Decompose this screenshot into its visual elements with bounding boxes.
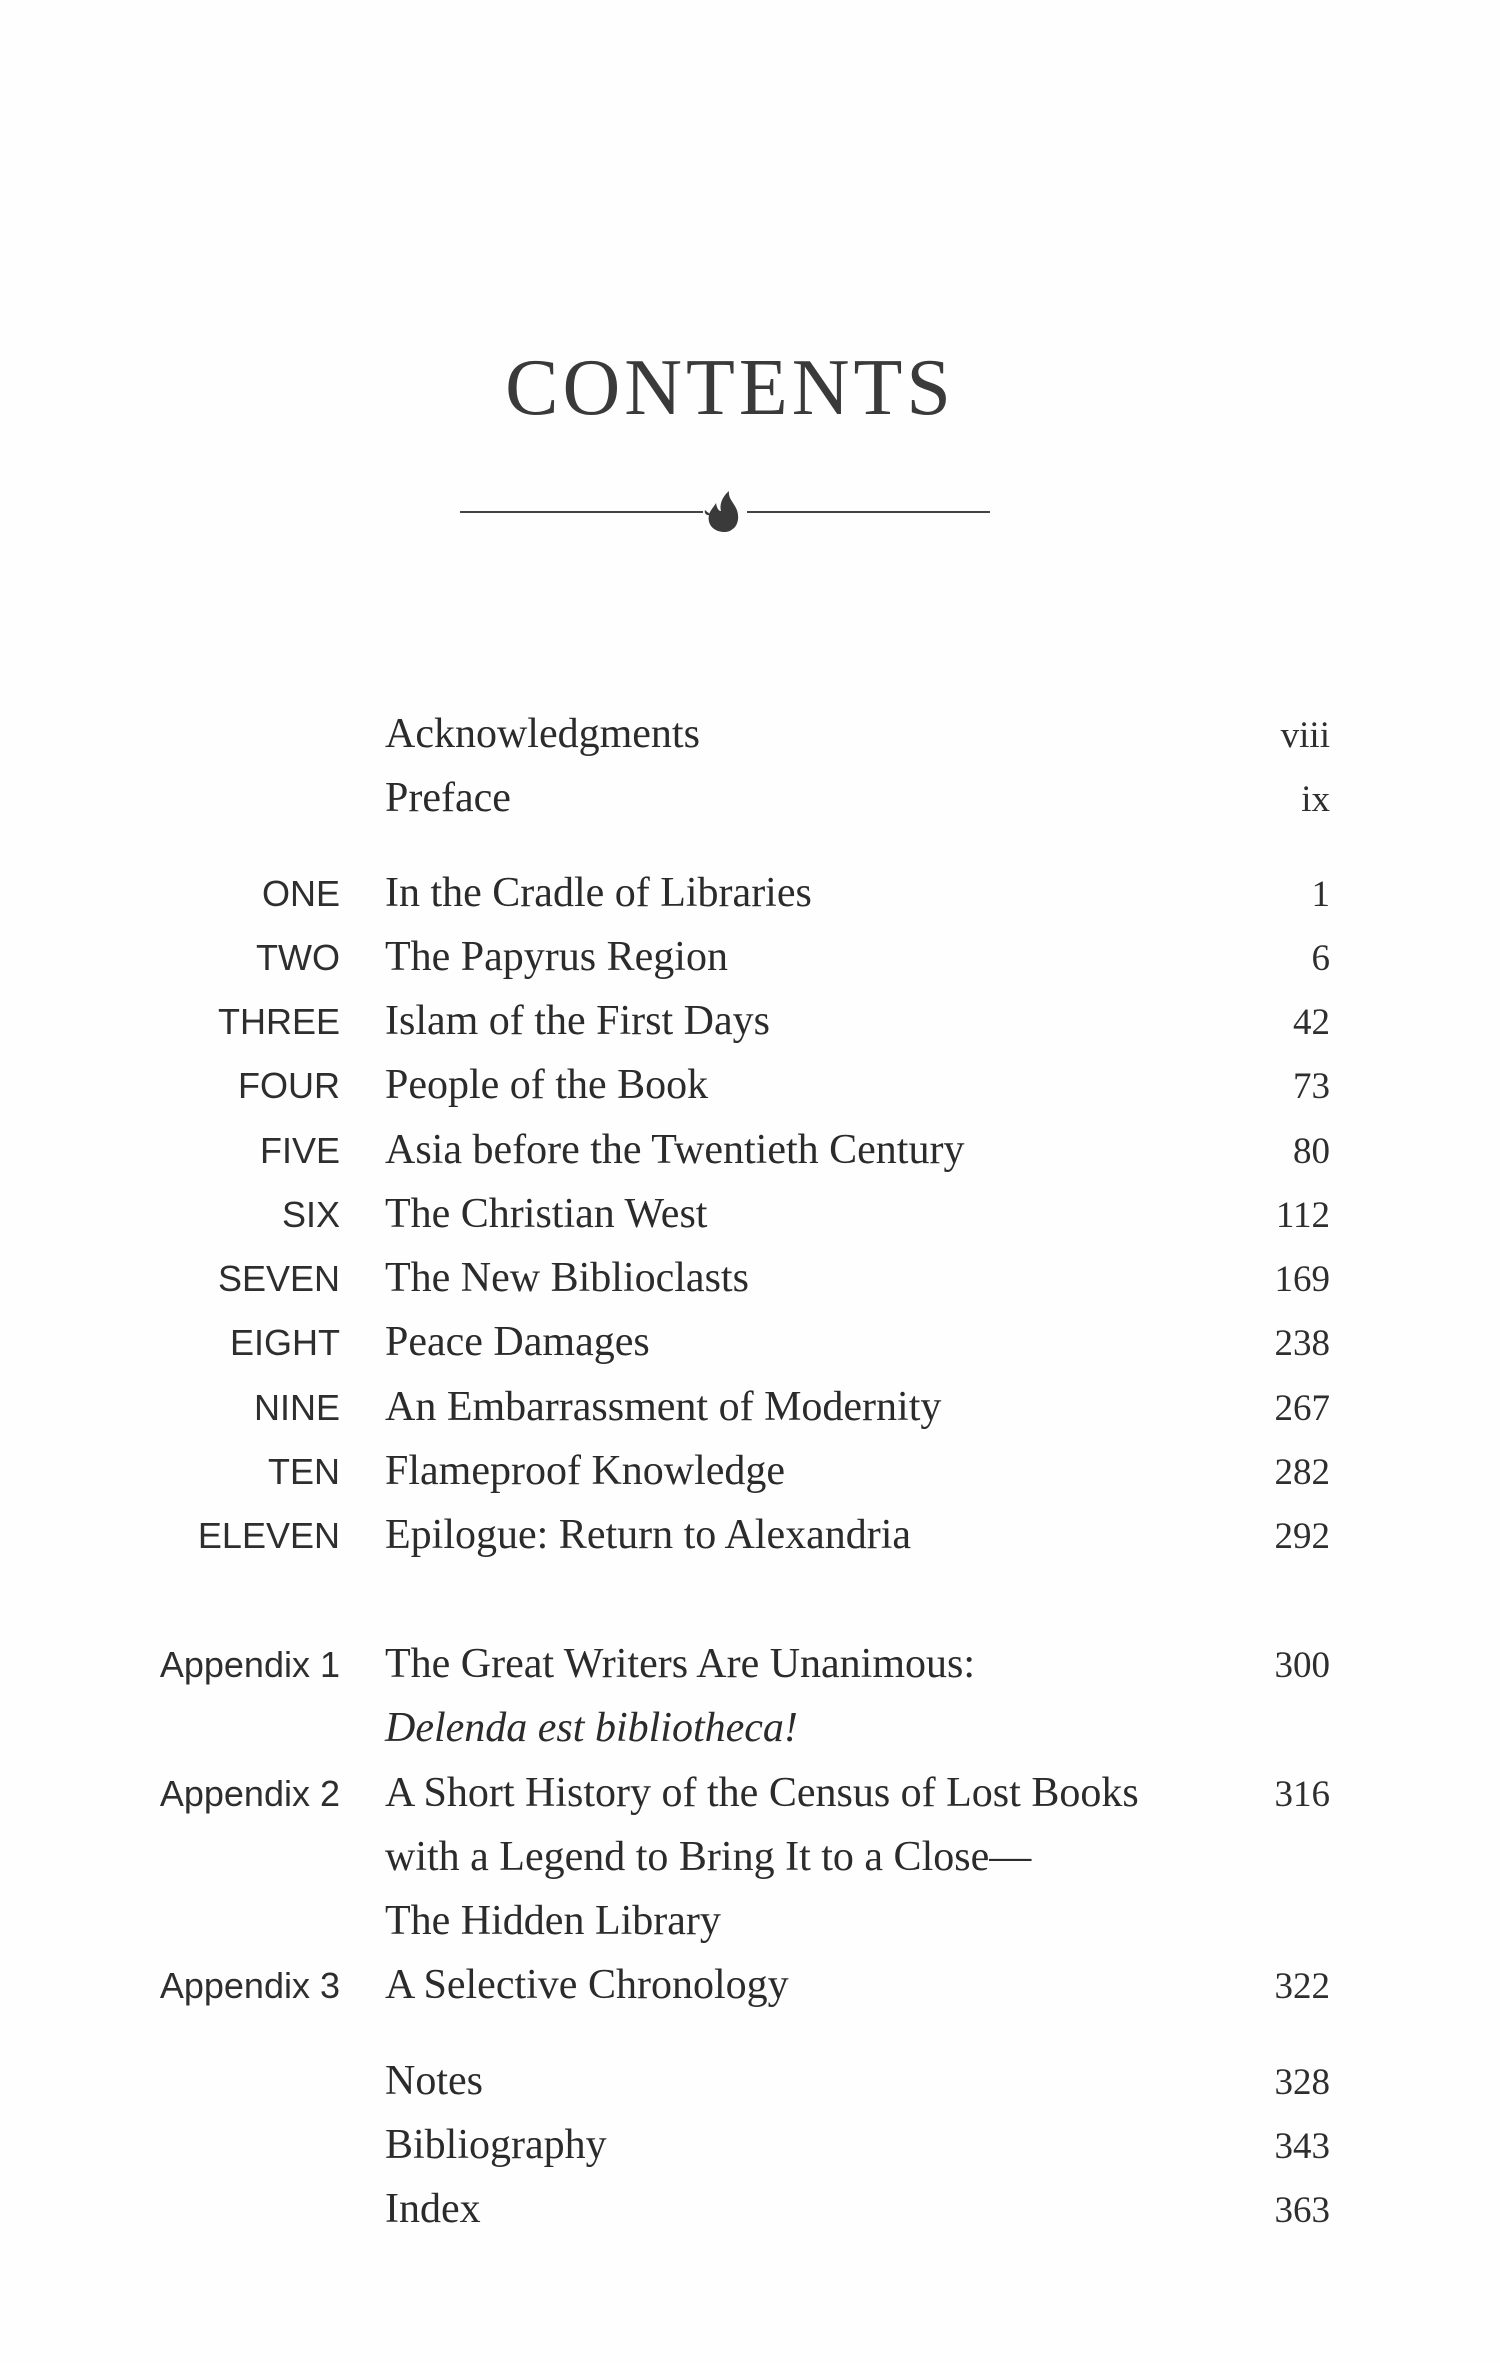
toc-entry-title: Asia before the Twentieth Century bbox=[385, 1127, 965, 1173]
title-ornament bbox=[455, 486, 995, 536]
chapter-label: FIVE bbox=[259, 1130, 340, 1171]
toc-entry-title: Preface bbox=[385, 775, 511, 821]
chapter-label: FOUR bbox=[238, 1065, 340, 1106]
toc-page-number: 80 bbox=[1293, 1131, 1330, 1172]
toc-entry-title-line: The Hidden Library bbox=[385, 1898, 721, 1944]
toc-entry-title: The Christian West bbox=[385, 1191, 708, 1237]
toc-row-chapter-7 bbox=[0, 1254, 1500, 1314]
toc-row-notes bbox=[0, 2057, 1500, 2117]
page-title: CONTENTS bbox=[505, 344, 955, 432]
toc-entry-title: Bibliography bbox=[385, 2122, 607, 2168]
toc-page-number: 1 bbox=[1311, 874, 1330, 915]
toc-row-chapter-10 bbox=[0, 1447, 1500, 1507]
toc-page-number: 363 bbox=[1274, 2190, 1330, 2231]
toc-entry-title: The Papyrus Region bbox=[385, 934, 728, 980]
appendix-label: Appendix 1 bbox=[159, 1644, 340, 1685]
toc-row-appendix-2-continued bbox=[0, 1833, 1500, 1893]
toc-page-number: 322 bbox=[1274, 1966, 1330, 2007]
toc-page-number: 267 bbox=[1274, 1388, 1330, 1429]
chapter-label: NINE bbox=[253, 1387, 340, 1428]
toc-page-number: 316 bbox=[1274, 1774, 1330, 1815]
toc-row-appendix-2 bbox=[0, 1769, 1500, 1829]
chapter-label: SEVEN bbox=[217, 1258, 340, 1299]
toc-page-number: 343 bbox=[1274, 2126, 1330, 2167]
toc-page-number: viii bbox=[1280, 715, 1330, 756]
toc-page-number: 6 bbox=[1311, 938, 1330, 979]
toc-row-index bbox=[0, 2185, 1500, 2245]
toc-entry-title: In the Cradle of Libraries bbox=[385, 870, 812, 916]
toc-row-chapter-8 bbox=[0, 1318, 1500, 1378]
toc-row-acknowledgments bbox=[0, 710, 1500, 770]
chapter-label: EIGHT bbox=[229, 1322, 340, 1363]
toc-entry-subtitle: Delenda est bibliotheca! bbox=[385, 1705, 798, 1751]
chapter-label: SIX bbox=[281, 1194, 340, 1235]
chapter-label: ONE bbox=[261, 873, 340, 914]
toc-row-appendix-3 bbox=[0, 1961, 1500, 2021]
chapter-label: THREE bbox=[217, 1001, 340, 1042]
toc-row-appendix-1-continued bbox=[0, 1704, 1500, 1764]
toc-page-number: 282 bbox=[1274, 1452, 1330, 1493]
chapter-label: TEN bbox=[268, 1451, 340, 1492]
toc-row-bibliography bbox=[0, 2121, 1500, 2181]
toc-page-number: 238 bbox=[1274, 1323, 1330, 1364]
toc-row-appendix-1 bbox=[0, 1640, 1500, 1700]
toc-page-number: ix bbox=[1301, 779, 1330, 820]
toc-entry-title: An Embarrassment of Modernity bbox=[385, 1384, 942, 1430]
chapter-label: TWO bbox=[256, 937, 340, 978]
toc-entry-title: Islam of the First Days bbox=[385, 998, 770, 1044]
toc-page-number: 292 bbox=[1274, 1516, 1330, 1557]
toc-row-chapter-2 bbox=[0, 933, 1500, 993]
toc-page-number: 73 bbox=[1293, 1066, 1330, 1107]
toc-entry-title: A Selective Chronology bbox=[385, 1962, 789, 2008]
toc-entry-title: Flameproof Knowledge bbox=[385, 1448, 786, 1494]
toc-row-chapter-3 bbox=[0, 997, 1500, 1057]
toc-entry-title: Peace Damages bbox=[385, 1319, 650, 1365]
toc-row-chapter-11 bbox=[0, 1511, 1500, 1571]
toc-page-number: 169 bbox=[1274, 1259, 1330, 1300]
toc-row-preface bbox=[0, 774, 1500, 834]
chapter-label: ELEVEN bbox=[197, 1515, 340, 1556]
toc-row-appendix-2-continued bbox=[0, 1897, 1500, 1957]
toc-entry-title: Index bbox=[385, 2186, 481, 2232]
toc-row-chapter-4 bbox=[0, 1061, 1500, 1121]
toc-row-chapter-9 bbox=[0, 1383, 1500, 1443]
toc-entry-title: Epilogue: Return to Alexandria bbox=[385, 1512, 912, 1558]
toc-entry-title-line: with a Legend to Bring It to a Close— bbox=[385, 1834, 1032, 1880]
toc-row-chapter-6 bbox=[0, 1190, 1500, 1250]
appendix-label: Appendix 3 bbox=[159, 1965, 340, 2006]
toc-entry-title: People of the Book bbox=[385, 1062, 709, 1108]
toc-row-chapter-5 bbox=[0, 1126, 1500, 1186]
toc-page-number: 328 bbox=[1274, 2062, 1330, 2103]
toc-row-chapter-1 bbox=[0, 869, 1500, 929]
toc-entry-title: Acknowledgments bbox=[385, 711, 700, 757]
toc-page-number: 300 bbox=[1274, 1645, 1330, 1686]
toc-page-number: 112 bbox=[1275, 1195, 1330, 1236]
toc-entry-title: The Great Writers Are Unanimous: bbox=[385, 1641, 976, 1687]
toc-page-number: 42 bbox=[1293, 1002, 1330, 1043]
toc-entry-title: The New Biblioclasts bbox=[385, 1255, 749, 1301]
flame-icon bbox=[705, 491, 738, 532]
toc-entry-title: A Short History of the Census of Lost Books bbox=[385, 1770, 1139, 1816]
toc-entry-title: Notes bbox=[385, 2058, 483, 2104]
appendix-label: Appendix 2 bbox=[159, 1773, 340, 1814]
